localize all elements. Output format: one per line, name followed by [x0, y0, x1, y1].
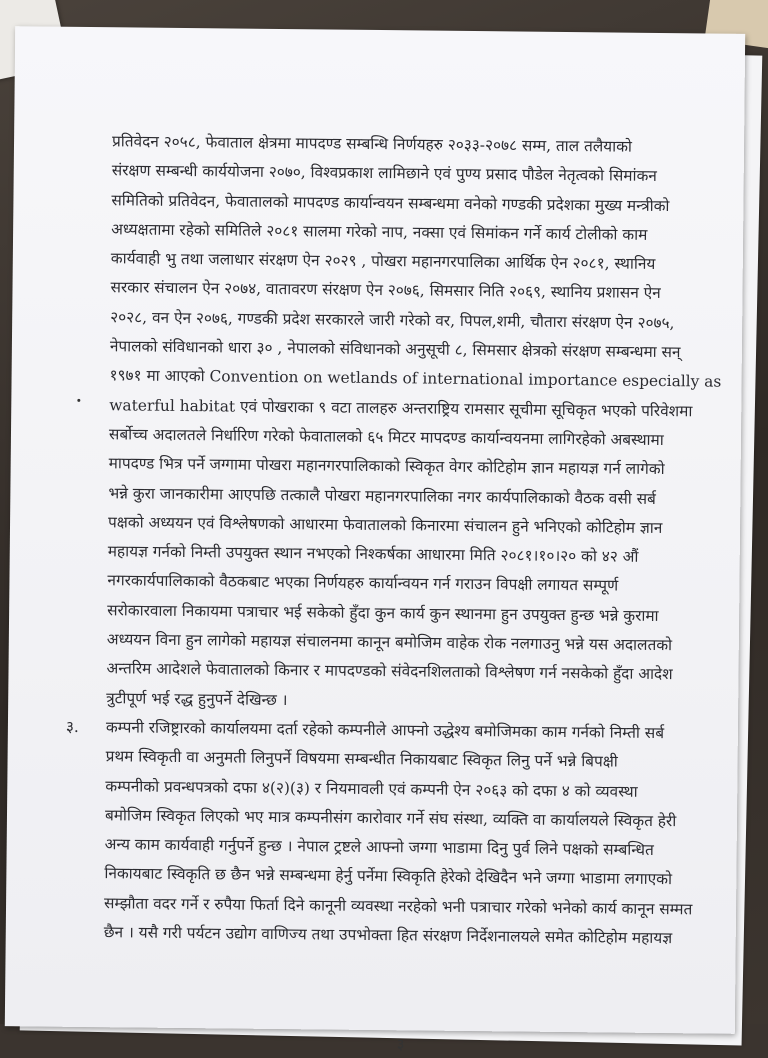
paragraph-line: त्रुटीपूर्ण भई रद्ध हुनुपर्ने देखिन्छ ।	[106, 688, 288, 709]
item-line: प्रथम स्विकृती वा अनुमती लिनुपर्ने विषयमा सम्बन्धीत निकायबाट स्विकृत लिनु पर्ने भन्ने बिपक्षी	[105, 747, 618, 771]
item-line: बमोजिम स्विकृत लिएको भए मात्र कम्पनीसंग कारोवार गर्ने संघ संस्था, व्यक्ति वा कार्यालयले स्विकृत हेरी	[104, 806, 677, 830]
item-line: कम्पनी रजिष्ट्रारको कार्यालयमा दर्ता रहेको कम्पनीले आफ्नो उद्धेश्य बमोजिमका काम गर्नको निम्ती सर्ब	[105, 718, 665, 742]
paragraph-line: सरोकारवाला निकायमा पत्राचार भई सकेको हुँदा कुन कार्य कुन स्थानमा हुन उपयुक्त हुन्छ भन्ने कुरामा	[107, 600, 659, 625]
paragraph-line: नगरकार्यपालिकाको वैठकबाट भएका निर्णयहरु कार्यान्वयन गर्न गराउन विपक्षी लगायत सम्पूर्ण	[107, 571, 619, 596]
numbered-item-3	[64, 713, 748, 955]
item-line: अन्य काम कार्यवाही गर्नुपर्ने हुन्छ । नेपाल ट्रष्टले आफ्नो जग्गा भाडामा दिनु पुर्व लिने पक्षको सम्बन्धित	[104, 835, 654, 860]
paragraph-line: प्रतिवेदन २०५८, फेवाताल क्षेत्रमा मापदण्ड सम्बन्धि निर्णयहरु २०३३-२०७८ सम्म, ताल तलैयाको	[111, 132, 633, 156]
item-line: छैन । यसै गरी पर्यटन उद्योग वाणिज्य तथा उपभोक्ता हित संरक्षण निर्देशनालयले समेत कोटिहोम महायज्ञ	[103, 923, 673, 948]
paragraph-line: २०२८, वन ऐन २०७६, गण्डकी प्रदेश सरकारले जारी गरेको वर, पिपल,शमी, चौतारा संरक्षण ऐन २०७५,	[110, 307, 675, 332]
page-number: ३	[396, 1035, 405, 1054]
paragraph-line: कार्यवाही भु तथा जलाधार संरक्षण ऐन २०२९ , पोखरा महानगरपालिका आर्थिक ऐन २०८१, स्थानिय	[110, 249, 656, 274]
paragraph-line: अध्ययन विना हुन लागेको महायज्ञ संचालनमा कानून बमोजिम वाहेक रोक नलगाउनु भन्ने यस अदालतको	[106, 630, 673, 655]
document-page	[5, 26, 745, 1054]
paragraph-line: महायज्ञ गर्नको निम्ती उपयुक्त स्थान नभएको निश्कर्षका आधारमा मिति २०८१।१०।२० को ४२ औं	[107, 542, 639, 566]
paragraph-line: पक्षको अध्ययन एवं विश्लेषणको आधारमा फेवातालको किनारमा संचालन हुने भनिएको कोटिहोम ज्ञान	[107, 513, 663, 537]
paragraph-line: सरकार संचालन ऐन २०७४, वातावरण संरक्षण ऐन २०७६, सिमसार निति २०६९, स्थानिय प्रशासन ऐन	[110, 278, 661, 303]
item-line: निकायबाट स्विकृति छ छैन भन्ने सम्बन्धमा हेर्नु पर्नेमा स्विकृति हेरेको देखिदैन भने जग्गा भाडामा लगाएको	[104, 864, 673, 889]
paragraph-line: सर्बोच्च अदालतले निर्धारिण गरेको फेवातालको ६५ मिटर मापदण्ड कार्यान्वयनमा लागिरहेको अबस्थामा	[108, 425, 664, 449]
item-line: सम्झौता वदर गर्ने र रुपैया फिर्ता दिने कानूनी व्यवस्था नरहेको भनी पत्राचार गरेको भनेको कार्य कानून सम्मत	[103, 893, 693, 919]
document-body	[64, 127, 755, 954]
paragraph-line: अन्तरिम आदेशले फेवातालको किनार र मापदण्डको संवेदनशिलताको विश्लेषण गर्न नसकेको हुँदा आदेश	[106, 659, 673, 684]
paragraph-line: भन्ने कुरा जानकारीमा आएपछि तत्कालै पोखरा महानगरपालिका नगर कार्यपालिकाको वैठक वसी सर्ब	[108, 483, 656, 508]
item-line: कम्पनीको प्रवन्धपत्रको दफा ४(२)(३) र नियमावली एवं कम्पनी ऐन २०६३ को दफा ४ को व्यवस्था	[105, 776, 638, 801]
paragraph-line: नेपालको संविधानको धारा ३० , नेपालको संविधानको अनुसूची ८, सिमसार क्षेत्रको संरक्षण सम्बन्धमा सन्	[109, 337, 681, 362]
paragraph-line: waterful habitat एवं पोखराका ९ वटा तालहरु अन्तराष्ट्रिय रामसार सूचीमा सूचिकृत भएको परिवेशमा	[109, 395, 693, 420]
item-number: ३.	[65, 717, 79, 736]
paragraph-line: संरक्षण सम्बन्धी कार्ययोजना २०७०, विश्वप्रकाश लामिछाने एवं पुण्य प्रसाद पौडेल नेतृत्वको सिमांकन	[111, 161, 657, 186]
paragraph-line: समितिको प्रतिवेदन, फेवातालको मापदण्ड कार्यान्वयन सम्बन्धमा वनेको गण्डकी प्रदेशका मुख्य मन्त्रीको	[111, 190, 670, 215]
paragraph-line: अध्यक्षतामा रहेको समितिले २०८१ सालमा गरेको नाप, नक्सा एवं सिमांकन गर्ने कार्य टोलीको काम	[111, 220, 648, 244]
body-paragraph	[66, 127, 754, 720]
paragraph-line: मापदण्ड भित्र पर्ने जग्गामा पोखरा महानगरपालिकाको स्विकृत वेगर कोटिहोम ज्ञान महायज्ञ गर्न लागेको	[108, 454, 665, 479]
paragraph-line: १९७१ मा आएको Convention on wetlands of international importance especially as	[109, 366, 722, 391]
